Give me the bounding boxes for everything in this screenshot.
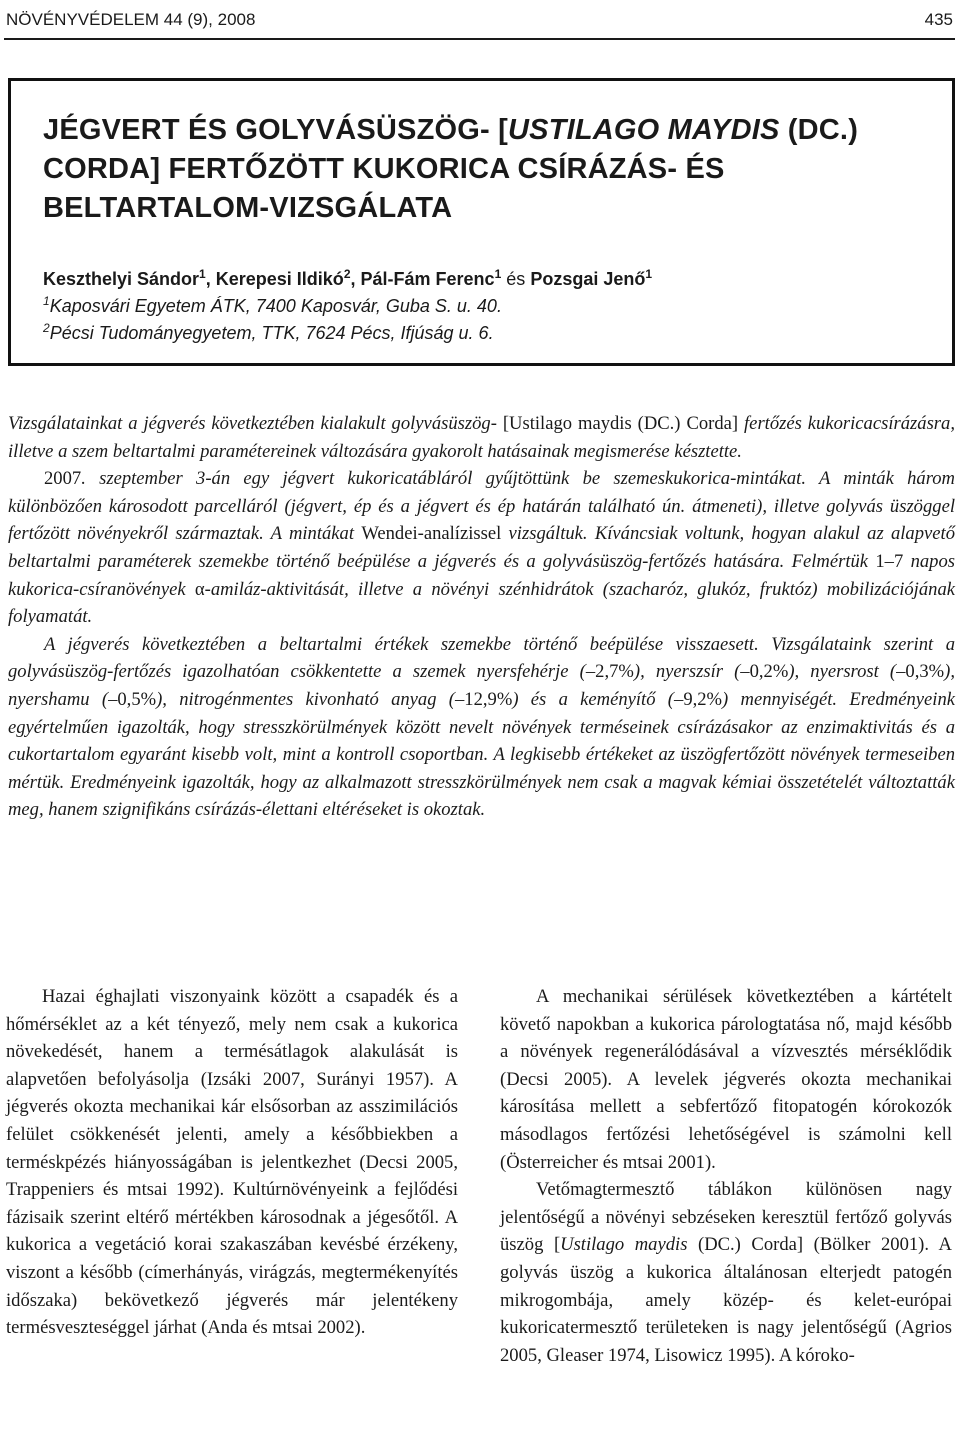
page-number: 435 xyxy=(924,10,953,29)
body-column-left xyxy=(6,983,458,1342)
abstract-p1-text-a: Vizsgálatainkat a jégverés következtében kialakult golyvásüszög- xyxy=(8,413,503,434)
abstract-p3-text-e: ), nyersrost ( xyxy=(788,661,897,683)
affiliation-1-text: Kaposvári Egyetem ÁTK, 7400 Kaposvár, Guba S. u. 40. xyxy=(49,296,502,316)
abstract-paragraph-1 xyxy=(8,410,955,465)
abstract-p3-fibre-change: –0,3% xyxy=(896,661,945,683)
abstract-p2-text-d: vizsgáltuk. Kíváncsiak voltunk, hogyan alakul az alapvető beltartalmi paraméterek szemekbe történő beépülése a jégverés és a golyvásüszög-fertőzés hatására. Felmértük xyxy=(8,523,955,572)
author-list: Keszthelyi Sándor$^1$, Kerepesi Ildikó$^2$, Pál-Fám Ferenc$^1$ xyxy=(43,267,502,289)
article-title xyxy=(43,111,923,228)
body-paragraph xyxy=(500,1176,952,1369)
author-4-affil-mark: 1 xyxy=(645,267,653,281)
abstract-p3-protein-change: –2,7% xyxy=(585,661,634,683)
author-conjunction: és xyxy=(506,269,526,289)
author-1-affil-mark: 1 xyxy=(199,267,206,281)
abstract-p3-text-k: ) és a keményítő ( xyxy=(512,688,675,710)
author-2: Kerepesi Ildikó xyxy=(215,269,344,289)
author-3-affil-mark: 1 xyxy=(494,267,502,281)
abstract-p3-fat-change: –0,2% xyxy=(740,661,789,683)
abstract-p2-days: 1–7 xyxy=(875,550,904,572)
abstract-p3-text-i: ), nitrogénmentes kivonható anyag ( xyxy=(156,688,455,710)
author-4: Pozsgai Jenő xyxy=(530,269,646,289)
abstract-p3-text-a: A jégverés következtében a beltartalmi értékek szemekbe történő beépülése visszaesett. Vizsgálataink szerint a golyvásüszög-fertőzés igazolhatóan csökkentette a szemek nyersfehérje ( xyxy=(8,633,955,683)
body-text: Vetőmagtermesztő táblákon különösen nagy jelentőségű a növényi sebzéseken keresztül fertőző golyvás üszög [ xyxy=(500,1179,952,1256)
abstract-paragraph-2 xyxy=(8,465,955,631)
abstract-p3-nfe-change: –12,9% xyxy=(455,688,513,710)
affiliation-2-mark: 2 xyxy=(43,321,50,335)
body-species-name: Ustilago maydis xyxy=(560,1234,688,1256)
title-species-name: USTILAGO MAYDIS xyxy=(508,114,780,146)
affiliation-1-mark: 1 xyxy=(43,294,50,308)
author-block xyxy=(43,266,933,347)
affiliation-2 xyxy=(43,320,933,347)
body-column-right xyxy=(500,983,952,1369)
author-3: Pál-Fám Ferenc xyxy=(360,269,495,289)
abstract-p3-text-g: ), nyershamu ( xyxy=(8,661,955,710)
body-text: (DC.) Corda] (Bölker 2001). A golyvás üszög a kukorica általánosan elterjedt patogén mikrogombája, amely közép- és kelet-európai kukoricatermesztő területeken is nagy jelentőségű (Agrios 2005, Gleaser 1974, Lisowicz 1995). A kóroko- xyxy=(500,1234,952,1366)
abstract-paragraph-3 xyxy=(8,631,955,824)
author-2-affil-mark: 2 xyxy=(343,267,351,281)
affiliation-2-text: Pécsi Tudományegyetem, TTK, 7624 Pécs, Ifjúság u. 6. xyxy=(49,323,494,343)
abstract-p2-text-f: napos kukorica-csíranövények xyxy=(8,550,955,600)
abstract-p2-year: 2007 xyxy=(44,468,82,490)
abstract xyxy=(8,410,955,824)
abstract-p2-method: Wendei-analízissel xyxy=(361,523,502,545)
abstract-p3-text-c: ), nyerszsír ( xyxy=(633,661,741,683)
abstract-p1-text-c: fertőzés kukoricacsírázásra, illetve a szem beltartalmi paramétereinek változására gyakorolt hatásainak megismerése késztette. xyxy=(8,413,955,462)
abstract-p2-text-h: -amiláz-aktivitását, illetve a növényi szénhidrátok (szacharóz, glukóz, fruktóz) mobilizációjának folyamatát. xyxy=(8,578,955,628)
running-header xyxy=(4,4,955,40)
abstract-p2-alpha: α xyxy=(194,578,205,600)
abstract-p3-ash-change: –0,5% xyxy=(108,688,157,710)
title-part-1: JÉGVERT ÉS GOLYVÁSÜSZÖG- [ xyxy=(43,114,508,146)
title-part-2: (DC.) CORDA] FERTŐZÖTT KUKORICA CSÍRÁZÁS- ÉS BELTARTALOM-VIZSGÁLATA xyxy=(43,114,859,224)
body-paragraph: Hazai éghajlati viszonyaink között a csapadék és a hőmérséklet az a két tényező, mely nem csak a kukorica növekedését, hanem a termésátlagok alakulását is alapvetően befolyásolja (Izsáki 2007, Surányi 1957). A jégverés okozta mechanikai kár elsősorban az asszimilációs felület csökkenését jelenti, amely a későbbiekben a terméskpézés hiányosságában is jelentkezhet (Decsi 2005, Trappeniers és mtsai 1992). Kultúrnövényeink a fejlődési fázisaik szerint eltérő mértékben károsodnak a jégesőtől. A kukorica a vegetáció korai szakaszában kevésbé érzékeny, viszont a később (címerhányás, virágzás, megtermékenyítés időszaka) bekövetkező jégverés már jelentékeny termésveszteséggel járhat (Anda és mtsai 2002). xyxy=(6,986,458,1339)
abstract-p3-text-m: ) mennyiségét. Eredményeink egyértelműen igazolták, hogy stresszkörülmények között nevelt növények terméseinek csírázásakor az enzimaktivitás és a cukortartalom egyaránt kisebb volt, mint a kontroll csoportban. A legkisebb értékeket az üszögfertőzött növények termeseiben mértük. Eredményeink igazolták, hogy az alkalmazott stresszkörülmények nem csak a magvak kémiai összetételét változtatták meg, hanem szignifikáns csírázás-élettani eltéréseket is okoztak. xyxy=(8,688,956,821)
body-paragraph: A mechanikai sérülések következtében a kártételt követő napokban a kukorica párologtatása nő, majd később a növények regenerálódásával a vízvesztés mérséklődik (Decsi 2005). A levelek jégverés okozta mechanikai károsítása mellett a sebfertőző fitopatogén kórokozók másodlagos fertőzési lehetőségével is számolni kell (Österreicher és mtsai 2001). xyxy=(500,986,952,1173)
abstract-p2-text-b: . szeptember 3-án egy jégvert kukoricatábláról gyűjtöttünk be szemeskukorica-mintákat. A minták három különbözően károsodott parcelláról (jégvert, ép és a jégvert és ép határán található ún. átmeneti), illetve golyvás üszöggel fertőzött növényekről származtak. A mintákat xyxy=(8,468,955,545)
title-box xyxy=(8,78,955,366)
author-1: Keszthelyi Sándor xyxy=(43,269,200,289)
journal-citation: NÖVÉNYVÉDELEM 44 (9), 2008 xyxy=(6,10,256,29)
abstract-p1-species: [Ustilago maydis (DC.) Corda] xyxy=(502,413,739,434)
affiliation-1 xyxy=(43,293,933,320)
abstract-p3-starch-change: –9,2% xyxy=(674,688,723,710)
